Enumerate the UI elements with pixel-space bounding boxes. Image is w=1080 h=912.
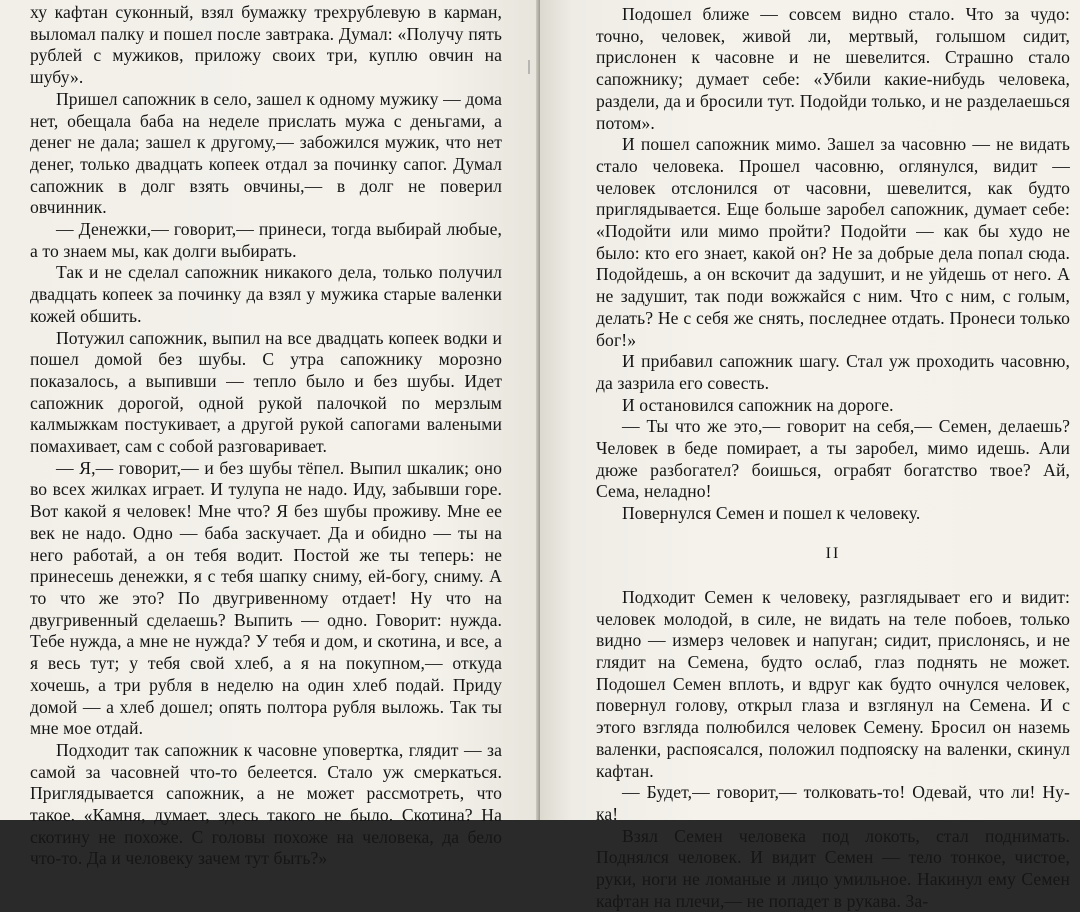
paragraph: Потужил сапожник, выпил на все двадцать копеек водки и пошел домой без шубы. С утра сапожнику морозно показалось, а выпивши — тепло было и без шубы. Идет сапожник дорогой, одной рукой палочкой по мерзлым калмыжкам постукивает, а другой рукой сапогами валеными помахивает, сам с собой разговаривает. <box>30 327 502 457</box>
left-page-text <box>30 2 502 870</box>
paragraph: Взял Семен человека под локоть, стал поднимать. Поднялся человек. И видит Семен — тело тонкое, чистое, руки, ноги не ломаные и лицо умильное. Накинул ему Семен кафтан на плечи,— не попадет в рукава. За- <box>596 825 1070 911</box>
paragraph: И прибавил сапожник шагу. Стал уж проходить часовню, да зазрила его совесть. <box>596 351 1070 393</box>
section-number: II <box>825 544 841 562</box>
paragraph: ху кафтан суконный, взял бумажку трехрублевую в карман, выломал палку и пошел после завтрака. Думал: «Получу пять рублей с мужиков, приложу своих три, куплю овчин на шубу». <box>30 2 502 88</box>
paragraph: Пришел сапожник в село, зашел к одному мужику — дома нет, обещала баба на неделе прислать мужа с деньгами, а денег не дала; зашел к другому,— забожился мужик, что нет денег, только двадцать копеек отдал за починку сапог. Думал сапожник в долг взять овчины,— в долг не поверил овчинник. <box>30 88 502 218</box>
paragraph: — Денежки,— говорит,— принеси, тогда выбирай любые, а то знаем мы, как долги выбирать. <box>30 219 502 261</box>
paragraph: — Будет,— говорит,— толковать-то! Одевай, что ли! Ну-ка! <box>596 782 1070 824</box>
left-page <box>0 0 540 869</box>
paragraph: Повернулся Семен и пошел к человеку. <box>622 503 921 524</box>
paragraph: И остановился сапожник на дороге. <box>622 394 894 415</box>
page-edge-mark <box>528 60 536 74</box>
paragraph: — Ты что же это,— говорит на себя,— Семен, делаешь? Человек в беде помирает, а ты заробел, мимо идешь. Али дюже разбогател? боишься, ограбят богатство твое? Ай, Сема, неладно! <box>596 416 1070 502</box>
right-page <box>540 0 1080 911</box>
paragraph: И пошел сапожник мимо. Зашел за часовню — не видать стало человека. Прошел часовню, оглянулся, видит — человек отслонился от часовни, шевелится, как будто приглядывается. Еще больше заробел сапожник, думает себе: «Подойти или мимо пройти? Подойти — как бы худо не было: кто его знает, какой он? Не за добрые дела попал сюда. Подойдешь, а он вскочит да задушит, и не уйдешь от него. А не задушит, так поди вожжайся с ним. Что с ним, с голым, делать? Не с себя же снять, последнее отдать. Пронеси только бог!» <box>596 134 1070 350</box>
right-page-text-after <box>596 587 1070 912</box>
paragraph: Подошел ближе — совсем видно стало. Что за чудо: точно, человек, живой ли, мертвый, голышом сидит, прислонен к часовне и не шевелится. Страшно стало сапожнику; думает себе: «Убили какие-нибудь человека, раздели, да и бросили тут. Подойди только, и не разделаешься потом». <box>596 4 1070 133</box>
paragraph: Подходит так сапожник к часовне уповертка, глядит — за самой за часовней что-то белеется. Стало уж смеркаться. Приглядывается сапожник, а не может рассмотреть, что такое. «Камня, думает, здесь такого не было. Скотина? На скотину не похоже. С головы похоже на человека, да бело что-то. Да и человеку зачем тут быть?» <box>30 739 502 869</box>
paragraph: — Я,— говорит,— и без шубы тёпел. Выпил шкалик; оно во всех жилках играет. И тулупа не надо. Иду, забывши горе. Вот какой я человек! Мне что? Я без шубы проживу. Мне ее век не надо. Одно — баба заскучает. Да и обидно — ты на него работай, а он тебя водит. Постой же ты теперь: не принесешь денежки, я с тебя шапку сниму, ей-богу, сниму. А то что же это? По двугривенному отдает! Ну что на двугривенный сделаешь? Выпить — одно. Говорит: нужда. Тебе нужда, а мне не нужда? У тебя и дом, и скотина, и все, а я весь тут; у тебя свой хлеб, а я на покупном,— откуда хочешь, а три рубля в неделю на один хлеб подай. Приду домой — а хлеб дошел; опять полтора рубля выложь. Так ты мне мое отдай. <box>30 457 502 739</box>
paragraph: Так и не сделал сапожник никакого дела, только получил двадцать копеек за починку да взял у мужика старые валенки кожей обшить. <box>30 262 502 326</box>
right-page-text-before <box>596 4 1070 525</box>
paragraph: Подходит Семен к человеку, разглядывает его и видит: человек молодой, в силе, не видать на теле побоев, только видно — измерз человек и напуган; сидит, прислонясь, и не глядит на Семена, будто ослаб, глаз поднять не может. Подошел Семен вплоть, и вдруг как будто очнулся человек, повернул голову, открыл глаза и взглянул на Семена. И с этого взгляда полюбился человек Семену. Бросил он наземь валенки, распоясался, положил подпояску на валенки, скинул кафтан. <box>596 586 1070 781</box>
